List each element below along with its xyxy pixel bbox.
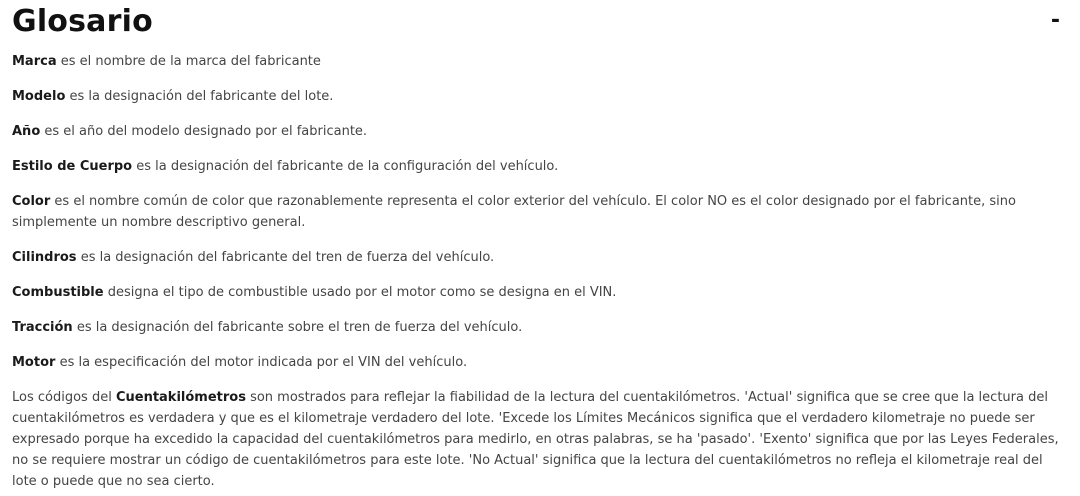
glossary-term: Cilindros bbox=[12, 250, 77, 265]
glossary-definition: es la especificación del motor indicada por el VIN del vehículo. bbox=[55, 355, 468, 370]
glossary-term: Color bbox=[12, 194, 51, 209]
glossary-term: Cuentakilómetros bbox=[115, 390, 246, 405]
glossary-term: Tracción bbox=[12, 320, 73, 335]
glossary-definition: son mostrados para reflejar la fiabilidad de la lectura del cuentakilómetros. 'Actual' significa que se cree que la lectura del cuentakilómetros es verdadera y que es el kilometraje verdadero del lote. 'Excede los Límites Mecánicos significa que el verdadero kilometraje no puede ser expresado porque ha excedido la capacidad del cuentakilómetros para medirlo, en otras palabras, se ha 'pasado'. 'Exento' significa que por las Leyes Federales, no se requiere mostrar un código de cuentakilómetros para este lote. 'No Actual' significa que la lectura del cuentakilómetros no refleja el kilometraje real del lote o puede que no sea cierto. bbox=[12, 390, 1059, 489]
entry-prefix: Los códigos del bbox=[12, 390, 116, 405]
glossary-term: Motor bbox=[12, 355, 56, 370]
glossary-header bbox=[12, 0, 1064, 48]
glossary-entry-estilo-de-cuerpo bbox=[12, 156, 1064, 177]
glossary-entry-modelo bbox=[12, 86, 1064, 107]
glossary-entry-cuentakilometros bbox=[12, 387, 1064, 492]
glossary-entry-color bbox=[12, 191, 1064, 233]
glossary-entry-motor bbox=[12, 352, 1064, 373]
glossary-entry-combustible bbox=[12, 282, 1064, 303]
glossary-definition: es la designación del fabricante de la configuración del vehículo. bbox=[132, 159, 559, 174]
glossary-entry-marca bbox=[12, 51, 1064, 72]
glossary-term: Estilo de Cuerpo bbox=[12, 159, 133, 174]
glossary-definition: es la designación del fabricante del tren de fuerza del vehículo. bbox=[76, 250, 495, 265]
glossary-definition: es el nombre común de color que razonablemente representa el color exterior del vehículo. El color NO es el color designado por el fabricante, sino simplemente un nombre descriptivo general. bbox=[12, 194, 1016, 230]
glossary-term: Combustible bbox=[12, 285, 104, 300]
glossary-definition: es el nombre de la marca del fabricante bbox=[56, 54, 321, 69]
glossary-term: Año bbox=[12, 124, 41, 139]
glossary-definition: designa el tipo de combustible usado por el motor como se designa en el VIN. bbox=[103, 285, 617, 300]
glossary-entry-traccion bbox=[12, 317, 1064, 338]
glossary-definition: es la designación del fabricante del lote. bbox=[65, 89, 334, 104]
glossary-entry-cilindros bbox=[12, 247, 1064, 268]
glossary-definition: es la designación del fabricante sobre el tren de fuerza del vehículo. bbox=[72, 320, 523, 335]
glossary-definition: es el año del modelo designado por el fabricante. bbox=[40, 124, 368, 139]
collapse-toggle-button[interactable]: - bbox=[1047, 6, 1064, 36]
glossary-term: Marca bbox=[12, 54, 57, 69]
page-title: Glosario bbox=[12, 4, 153, 39]
glossary-entry-ano bbox=[12, 121, 1064, 142]
glossary-term: Modelo bbox=[12, 89, 66, 104]
